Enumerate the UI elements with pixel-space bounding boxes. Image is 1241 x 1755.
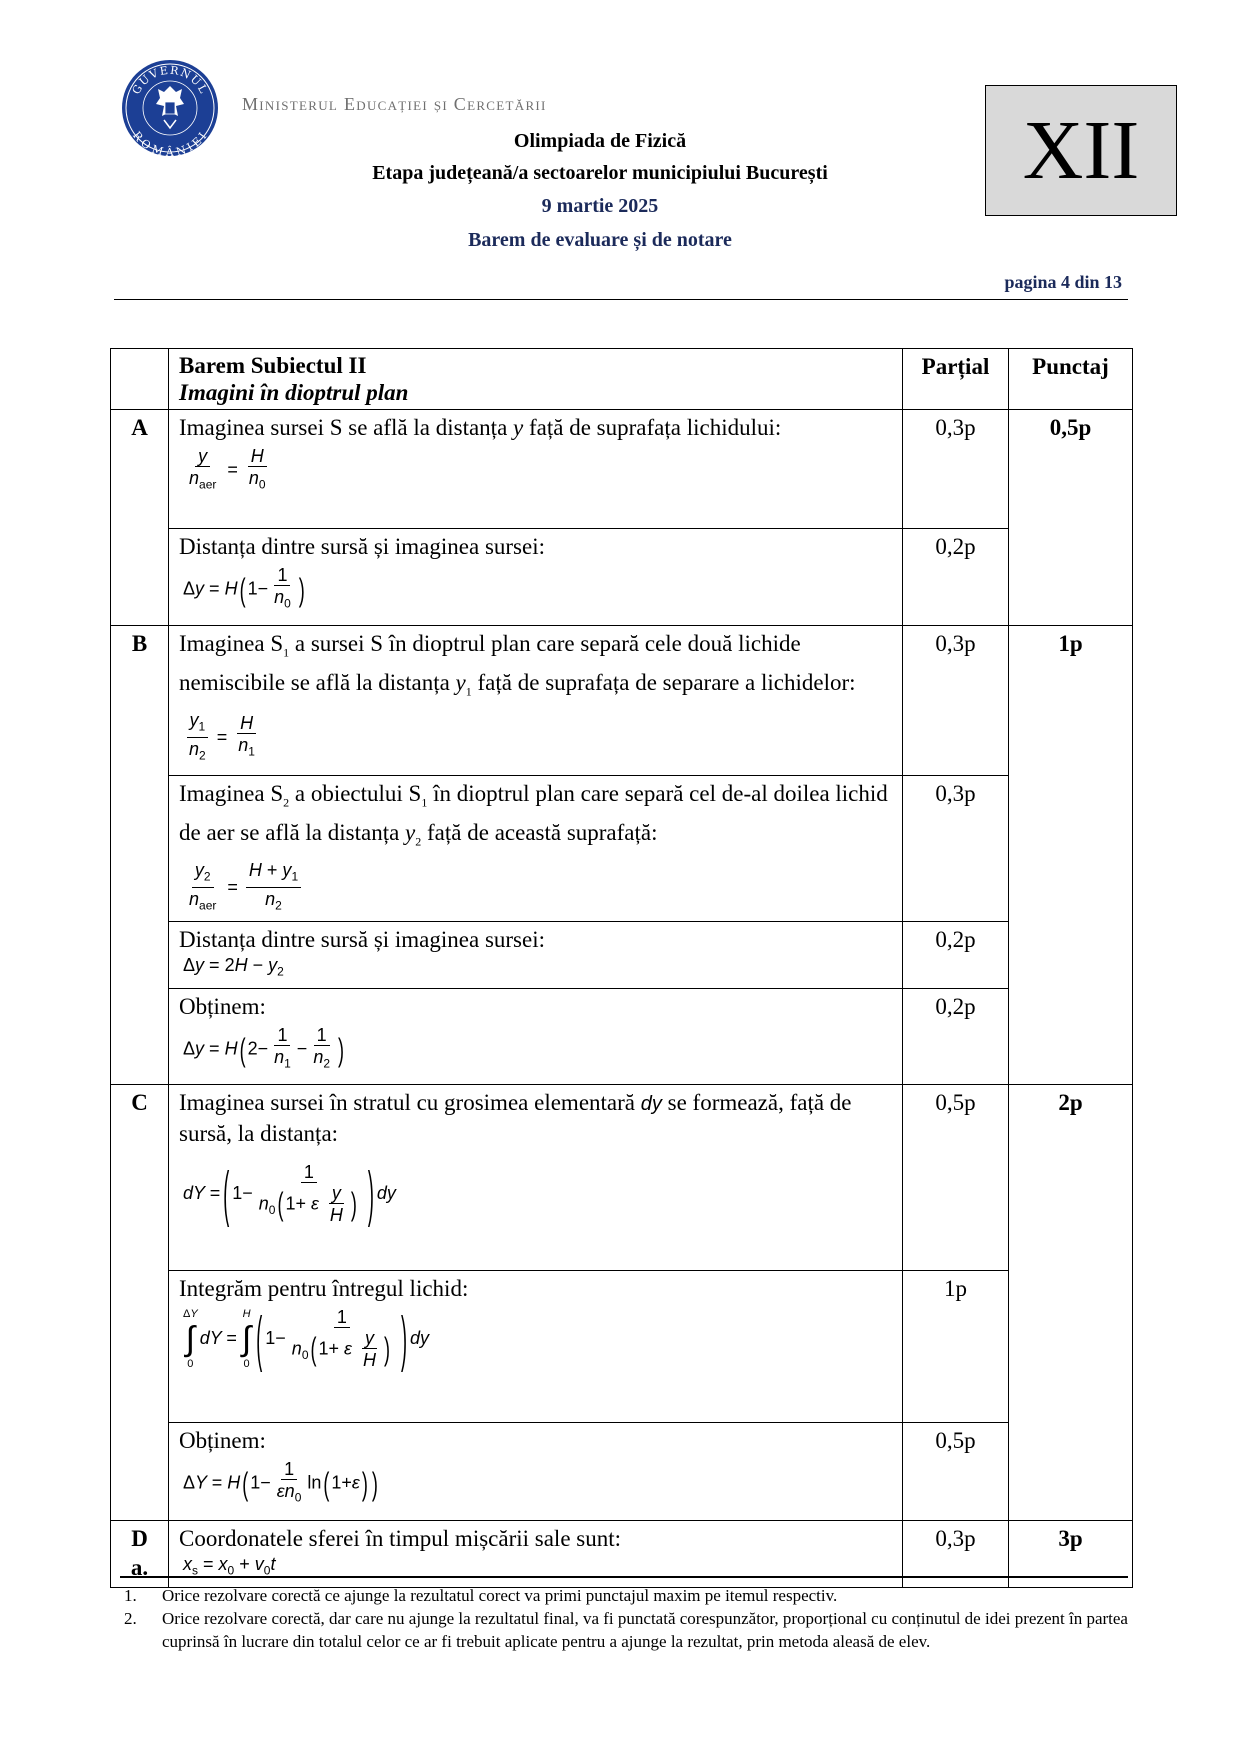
criterion-cell	[169, 410, 903, 529]
formula: $\frac{y}{n_{aer}}$ = $\frac{H}{n_0}$	[189, 446, 266, 492]
footnote-number: 2.	[124, 1609, 137, 1628]
footnote-number: 1.	[124, 1586, 137, 1605]
section-letter: D	[131, 1525, 148, 1551]
table-row	[111, 529, 1133, 626]
criterion-cell	[169, 1270, 903, 1422]
ministry-name: Ministerul Educației și Cercetării	[242, 94, 547, 114]
criterion-cell	[169, 776, 903, 922]
formula: dY = ( 1− 1 $n_0$ ( 1+ ε $\frac{y}{H}$ ) ) dy	[183, 1159, 396, 1228]
formula: ΔY ∫ 0 dY = H ∫ 0 ( 1− 1 $n_0$ ( 1+ ε $\frac{y}{H}$ ) ) dy	[183, 1304, 429, 1373]
criterion-cell	[169, 626, 903, 776]
table-row	[111, 776, 1133, 922]
criterion-text: Imaginea sursei S se află la distanța y față de suprafața lichidului:	[179, 415, 782, 440]
partial-points: 0,3p	[903, 1520, 1009, 1587]
criterion-text: Integrăm pentru întregul lichid:	[179, 1275, 469, 1301]
column-header-partial: Parțial	[903, 349, 1009, 410]
footnote-divider	[120, 1576, 1128, 1578]
section-label: C	[111, 1084, 169, 1520]
formula: $\frac{y_2}{n_{aer}}$ = $\frac{H + y_1}{n_2}$	[183, 860, 892, 916]
partial-points: 0,2p	[903, 988, 1009, 1084]
footnotes	[124, 1584, 1130, 1653]
subsection-label: a.	[130, 1554, 149, 1580]
table-row	[111, 1270, 1133, 1422]
formula: ΔY = H ( 1− $\frac{1}{\varepsilon n_0}$ ln ( 1+ε ) )	[183, 1458, 378, 1505]
document-type: Barem de evaluare și de notare	[468, 229, 732, 251]
table-title-cell	[169, 349, 903, 410]
formula: $\Delta y = 2H - y_2$	[183, 955, 284, 979]
criterion-text: Obținem:	[179, 993, 266, 1019]
table-row	[111, 988, 1133, 1084]
criterion-cell	[169, 529, 903, 626]
formula: $x_s = x_0 + v_0t$	[183, 1553, 276, 1578]
page-number: pagina 4 din 13	[1004, 272, 1122, 292]
government-seal-icon	[120, 58, 220, 158]
partial-points: 0,5p	[903, 1422, 1009, 1520]
footnote-item	[124, 1584, 1130, 1607]
criterion-cell	[169, 1422, 903, 1520]
table-row	[111, 1422, 1133, 1520]
formula: Δy = H ( 2− $\frac{1}{n_1}$ − $\frac{1}{n_2}$ )	[183, 1024, 345, 1071]
formula: $\frac{y_1}{n_2}$ = $\frac{H}{n_1}$	[183, 710, 892, 766]
section-label: B	[111, 626, 169, 1085]
table-subtitle: Imagini în dioptrul plan	[179, 380, 409, 405]
table-row	[111, 922, 1133, 989]
section-label: A	[111, 410, 169, 626]
section-total: 0,5p	[1009, 410, 1133, 626]
criterion-text: Imaginea $S_2$ a obiectului $S_1$ în dioptrul plan care separă cel de-al doilea lichid de aer se află la distanța $y_2$ față de această suprafață:	[179, 781, 888, 849]
criterion-cell	[169, 1084, 903, 1270]
criterion-text: Distanța dintre sursă și imaginea sursei:	[179, 927, 546, 953]
table-row	[111, 410, 1133, 529]
criterion-text: Coordonatele sferei în timpul mișcării sale sunt:	[179, 1525, 622, 1551]
partial-points: 0,3p	[903, 410, 1009, 529]
section-total: 1p	[1009, 626, 1133, 1085]
criterion-text: Imaginea $S_1$ a sursei S în dioptrul plan care separă cele două lichide nemiscibile se află la distanța $y_1$ față de suprafața de separare a lichidelor:	[179, 631, 856, 699]
column-header-total: Punctaj	[1009, 349, 1133, 410]
partial-points: 0,5p	[903, 1084, 1009, 1270]
formula: Δy = H ( 1− $\frac{1}{n_0}$ )	[183, 565, 305, 611]
olympiad-title: Olimpiada de Fizică	[513, 130, 687, 152]
marking-table	[110, 348, 1133, 1588]
partial-points: 0,3p	[903, 776, 1009, 922]
partial-points: 0,2p	[903, 529, 1009, 626]
criterion-text: Imaginea sursei în stratul cu grosimea elementară dy se formează, față de sursă, la distanța:	[179, 1089, 852, 1146]
footnote-item	[124, 1607, 1130, 1653]
table-header-empty	[111, 349, 169, 410]
partial-points: 0,2p	[903, 922, 1009, 989]
table-title: Barem Subiectul II	[179, 353, 367, 378]
section-total: 2p	[1009, 1084, 1133, 1520]
footnote-text: Orice rezolvare corectă ce ajunge la rezultatul corect va primi punctajul maxim pe itemul respectiv.	[162, 1586, 838, 1605]
criterion-text: Obținem:	[179, 1427, 266, 1453]
stage-title: Etapa județeană/a sectoarelor municipiului București	[372, 162, 828, 184]
grade-label: XII	[1022, 104, 1140, 197]
table-header-row	[111, 349, 1133, 410]
table-row	[111, 1084, 1133, 1270]
partial-points: 1p	[903, 1270, 1009, 1422]
criterion-text: Distanța dintre sursă și imaginea sursei:	[179, 534, 546, 559]
grade-box	[985, 85, 1177, 216]
seal-top-text: GUVERNUL	[129, 63, 211, 97]
criterion-cell	[169, 988, 903, 1084]
partial-points: 0,3p	[903, 626, 1009, 776]
seal-bottom-text: ROMÂNIEI	[129, 129, 211, 158]
section-total: 3p	[1009, 1520, 1133, 1587]
table-row	[111, 626, 1133, 776]
exam-date: 9 martie 2025	[541, 195, 659, 217]
header-divider	[114, 299, 1128, 300]
criterion-cell	[169, 922, 903, 989]
footnote-text: Orice rezolvare corectă, dar care nu ajunge la rezultatul final, va fi punctată corespunzător, proporțional cu conținutul de idei prezent în partea cuprinsă în lucrare din totalul celor ce ar fi trebuit aplicate pentru a ajunge la rezultat, prin metoda aleasă de elev.	[162, 1609, 1128, 1651]
